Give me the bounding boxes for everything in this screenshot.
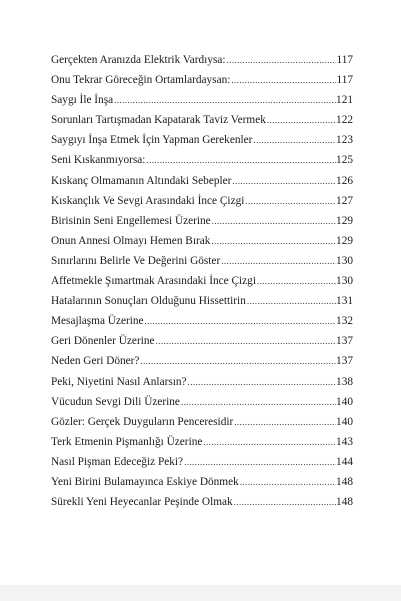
toc-entry-title: Gözler: Gerçek Duyguların Penceresidir — [51, 415, 234, 428]
toc-entry-title: Sürekli Yeni Heyecanlar Peşinde Olmak — [51, 496, 233, 509]
toc-entry-page: 125 — [336, 154, 353, 167]
toc-entry — [51, 331, 353, 351]
toc-entry-page: 143 — [336, 435, 353, 448]
toc-entry-title: Saygıyı İnşa Etmek İçin Yapman Gerekenler — [51, 134, 253, 147]
toc-entry-title: Affetmekle Şımartmak Arasındaki İnce Çizgi — [51, 275, 256, 288]
toc-entry — [51, 452, 353, 472]
toc-entry-page: 140 — [336, 415, 353, 428]
toc-entry-page: 117 — [336, 74, 353, 87]
toc-entry-page: 121 — [336, 94, 353, 107]
toc-entry-title: Vücudun Sevgi Dili Üzerine — [51, 395, 180, 408]
toc-entry-page: 140 — [336, 395, 353, 408]
toc-entry — [51, 372, 353, 392]
toc-entry-title: Onun Annesi Olmayı Hemen Bırak — [51, 234, 211, 247]
toc-entry-title: Kıskanç Olmamanın Altındaki Sebepler — [51, 174, 232, 187]
toc-entry — [51, 291, 353, 311]
toc-dot-leader — [266, 110, 336, 130]
toc-entry — [51, 311, 353, 331]
toc-dot-leader — [113, 90, 336, 110]
toc-entry — [51, 110, 353, 130]
page-bottom-edge — [0, 585, 401, 601]
toc-entry-page: 129 — [336, 234, 353, 247]
table-of-contents — [51, 50, 353, 512]
toc-entry — [51, 90, 353, 110]
toc-dot-leader — [246, 291, 336, 311]
toc-dot-leader — [180, 392, 336, 412]
toc-entry-title: Saygı İle İnşa — [51, 94, 114, 107]
toc-entry — [51, 231, 353, 251]
toc-entry-page: 122 — [336, 114, 353, 127]
toc-entry-title: Kıskançlık Ve Sevgi Arasındaki İnce Çizgi — [51, 194, 245, 207]
toc-entry-title: Seni Kıskanmıyorsa: — [51, 154, 146, 167]
toc-entry-page: 123 — [336, 134, 353, 147]
toc-entry-title: Geri Dönenler Üzerine — [51, 335, 155, 348]
toc-entry — [51, 50, 353, 70]
toc-entry — [51, 271, 353, 291]
toc-dot-leader — [183, 452, 336, 472]
toc-entry-title: Hatalarının Sonuçları Olduğunu Hissettirin — [51, 295, 246, 308]
toc-entry-page: 117 — [336, 54, 353, 66]
toc-dot-leader — [233, 492, 336, 512]
toc-entry-page: 137 — [336, 335, 353, 348]
toc-entry-title: Mesajlaşma Üzerine — [51, 315, 144, 328]
toc-entry — [51, 392, 353, 412]
toc-entry-page: 144 — [336, 455, 353, 468]
toc-entry-title: Gerçekten Aranızda Elektrik Vardıysa: — [51, 54, 226, 66]
toc-dot-leader — [244, 191, 336, 211]
toc-dot-leader — [202, 432, 336, 452]
toc-entry — [51, 150, 353, 170]
toc-entry — [51, 251, 353, 271]
toc-entry — [51, 432, 353, 452]
toc-entry — [51, 351, 353, 371]
toc-dot-leader — [226, 50, 337, 70]
toc-dot-leader — [233, 412, 336, 432]
toc-dot-leader — [211, 211, 336, 231]
toc-dot-leader — [230, 70, 336, 90]
toc-dot-leader — [231, 171, 336, 191]
toc-entry-page: 130 — [336, 275, 353, 288]
toc-entry-page: 131 — [336, 295, 353, 308]
toc-entry-title: Terk Etmenin Pişmanlığı Üzerine — [51, 435, 203, 448]
toc-entry — [51, 191, 353, 211]
toc-entry — [51, 70, 353, 90]
toc-entry-title: Nasıl Pişman Edeceğiz Peki? — [51, 455, 184, 468]
toc-entry — [51, 171, 353, 191]
toc-entry-page: 129 — [336, 214, 353, 227]
toc-entry-page: 137 — [336, 355, 353, 368]
toc-dot-leader — [187, 372, 337, 392]
toc-dot-leader — [220, 251, 336, 271]
toc-entry-title: Sınırlarını Belirle Ve Değerini Göster — [51, 254, 221, 267]
toc-entry-title: Onu Tekrar Göreceğin Ortamlardaysan: — [51, 74, 231, 87]
toc-entry-page: 126 — [336, 174, 353, 187]
toc-dot-leader — [210, 231, 336, 251]
toc-entry-title: Yeni Birini Bulamayınca Eskiye Dönmek — [51, 475, 239, 488]
toc-entry — [51, 211, 353, 231]
toc-entry-page: 138 — [336, 375, 353, 388]
toc-dot-leader — [145, 150, 336, 170]
toc-dot-leader — [144, 311, 337, 331]
toc-dot-leader — [239, 472, 336, 492]
toc-dot-leader — [155, 331, 337, 351]
toc-entry-page: 127 — [336, 194, 353, 207]
toc-dot-leader — [139, 351, 336, 371]
toc-entry-page: 148 — [336, 496, 353, 509]
toc-entry — [51, 130, 353, 150]
toc-entry-title: Sorunları Tartışmadan Kapatarak Taviz Vermek — [51, 114, 266, 127]
toc-dot-leader — [252, 130, 336, 150]
toc-entry — [51, 492, 353, 512]
toc-entry — [51, 412, 353, 432]
toc-entry-page: 132 — [336, 315, 353, 328]
toc-entry-title: Peki, Niyetini Nasıl Anlarsın? — [51, 375, 187, 388]
toc-entry-title: Neden Geri Döner? — [51, 355, 140, 368]
toc-entry — [51, 472, 353, 492]
toc-entry-page: 130 — [336, 254, 353, 267]
toc-entry-page: 148 — [336, 475, 353, 488]
toc-dot-leader — [256, 271, 336, 291]
toc-entry-title: Birisinin Seni Engellemesi Üzerine — [51, 214, 211, 227]
